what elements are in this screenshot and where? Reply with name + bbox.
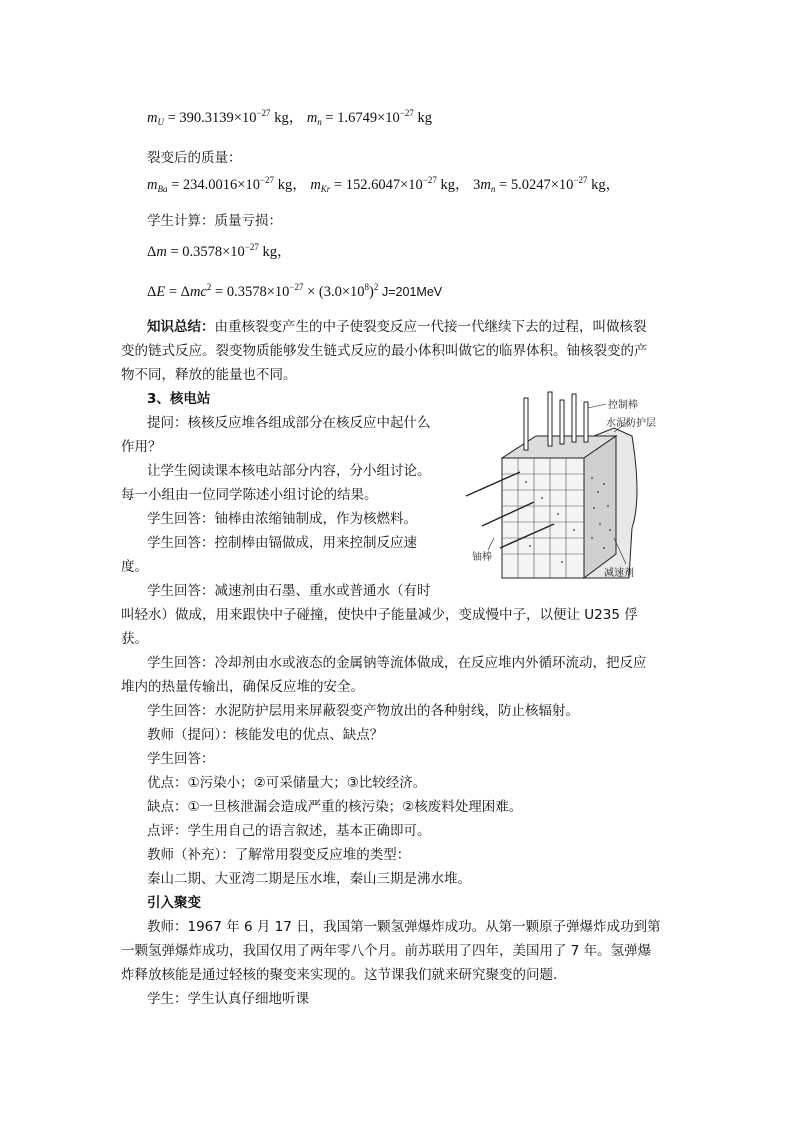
equation-mass-after: $m_{Ba} = 234.0016\times 10^{-27}$ kg， $m_{Kr} = 152.6047\times 10^{-27}$ kg， $3m_n = 5.0247\times 10^{-27}$ kg， [147,175,621,194]
equation-energy: $\Delta E = \Delta mc^2 = 0.3578\times 10^{-27} \times (3.0\times 10^8)^2$ J=201MeV [147,282,443,300]
teacher-question: 教师（提问）：核能发电的优点、缺点？ [147,727,384,743]
answer-control-rod-line1: 学生回答：控制棒由镉做成，用来控制反应速 [147,535,417,551]
pros-text: 优点：①污染小；②可采储量大；③比较经济。 [147,775,427,791]
student-listen: 学生：学生认真仔细地听课 [147,991,309,1007]
equation-mass-defect: $\Delta m = 0.3578\times 10^{-27}$ kg， [147,242,292,260]
answer-control-rod-line2: 度。 [121,559,148,575]
teacher-supplement: 教师（补充）：了解常用裂变反应堆的类型： [147,847,411,863]
cons-text: 缺点：①一旦核泄漏会造成严重的核污染；②核废料处理困难。 [147,799,523,815]
reading-line2: 每一小组由一位同学陈述小组讨论的结果。 [121,487,378,503]
reactor-diagram [464,388,696,583]
section-title-nuclear-plant: 3、核电站 [147,391,211,407]
label-moderator: 减速剂 [604,568,634,579]
after-fission-label: 裂变后的质量： [147,150,242,166]
answer-coolant-line1: 学生回答：冷却剂由水或液态的金属钠等流体做成，在反应堆内外循环流动，把反应 [147,655,647,671]
answer-moderator-line3: 获。 [121,631,148,647]
summary-label: 知识总结： [147,319,215,335]
student-answer-label: 学生回答： [147,751,215,767]
summary-line1: 知识总结：由重核裂变产生的中子使裂变反应一代接一代继续下去的过程，叫做核裂 [147,319,647,335]
teacher-fusion-line1: 教师：1967 年 6 月 17 日，我国第一颗氢弹爆炸成功。从第一颗原子弹爆炸成功到第 [147,919,661,935]
label-control-rod: 控制棒 [608,400,638,411]
core-block-front [502,458,584,578]
label-cement-layer: 水泥防护层 [606,418,656,429]
answer-moderator-line1: 学生回答：减速剂由石墨、重水或普通水（有时 [147,583,431,599]
question-line1: 提问：核核反应堆各组成部分在核反应中起什么 [147,415,431,431]
question-line2: 作用？ [121,439,162,455]
core-block-side [584,436,616,578]
answer-cement-layer: 学生回答：水泥防护层用来屏蔽裂变产物放出的各种射线，防止核辐射。 [147,703,579,719]
summary-line2: 变的链式反应。裂变物质能够发生链式反应的最小体积叫做它的临界体积。铀核裂变的产 [121,343,648,359]
answer-uranium-rod: 学生回答：铀棒由浓缩铀制成，作为核燃料。 [147,511,417,527]
fusion-title: 引入聚变 [147,895,201,911]
summary-line3: 物不同，释放的能量也不同。 [121,367,297,383]
answer-moderator-line2: 叫轻水）做成，用来跟快中子碰撞，使快中子能量减少，变成慢中子，以便让 U235 俘 [121,607,638,623]
student-calc-label: 学生计算：质量亏损： [147,213,282,229]
teacher-fusion-line3: 炸释放核能是通过轻核的聚变来实现的。这节课我们就来研究聚变的问题. [121,967,558,983]
label-uranium-rod: 铀棒 [472,552,492,563]
answer-coolant-line2: 堆内的热量传输出，确保反应堆的安全。 [121,679,364,695]
equation-mass-before: $m_U = 390.3139\times 10^{-27}$ kg， $m_n = 1.6749\times 10^{-27}$ kg [147,108,432,127]
reading-line1: 让学生阅读课本核电站部分内容，分小组讨论。 [147,463,431,479]
reactor-types: 秦山二期、大亚湾二期是压水堆，秦山三期是沸水堆。 [147,871,471,887]
teacher-fusion-line2: 一颗氢弹爆炸成功，我国仅用了两年零八个月。前苏联用了四年，美国用了 7 年。氢弹爆 [121,943,652,959]
comment-text: 点评：学生用自己的语言叙述，基本正确即可。 [147,823,431,839]
